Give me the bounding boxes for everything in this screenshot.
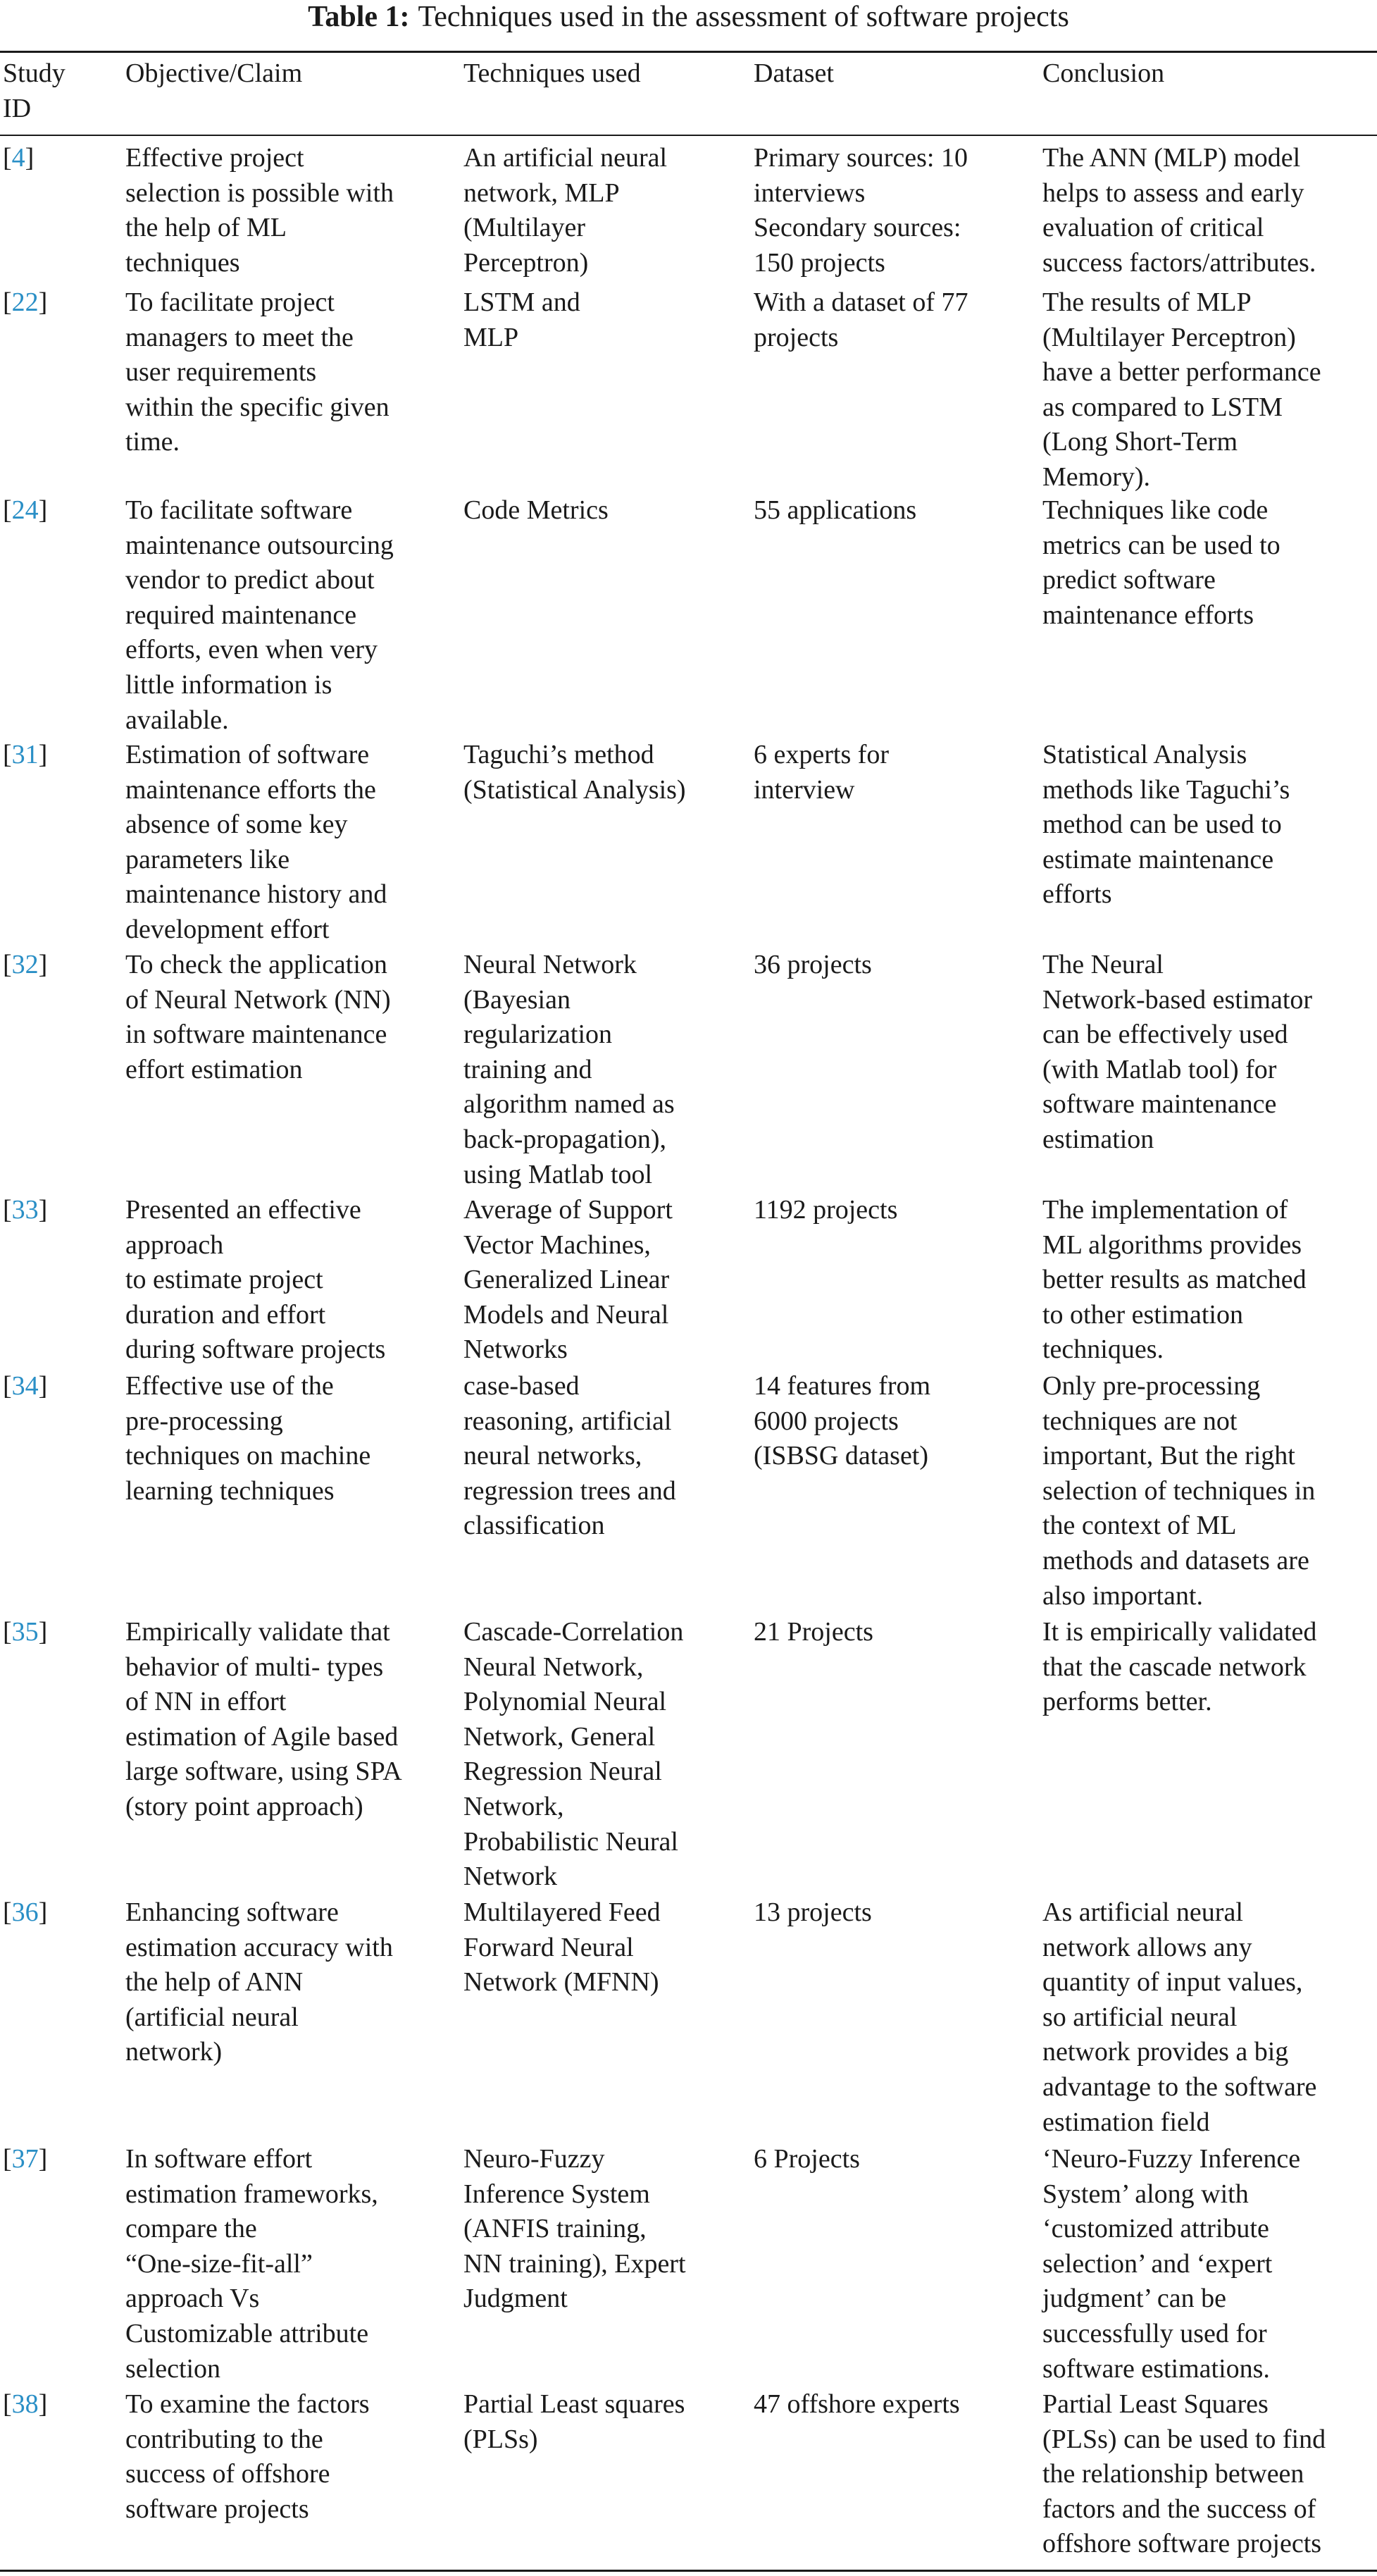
dataset-cell: 6 Projects — [754, 2144, 860, 2174]
techniques-cell: An artificial neural network, MLP (Multilayer Perceptron) — [463, 143, 668, 278]
objective-cell: To facilitate project managers to meet the user requirements within the specific given time. — [125, 287, 390, 457]
study-id-cell — [3, 1369, 116, 1404]
objective-cell: In software effort estimation frameworks, compare the “One-size-fit-all” approach Vs Customizable attribute selection — [125, 2144, 378, 2384]
conclusion-cell: Partial Least Squares (PLSs) can be used to find the relationship between factors and the success of offshore software projects — [1042, 2389, 1326, 2559]
dataset-cell: 6 experts for interview — [754, 740, 890, 805]
citation-link[interactable]: 36 — [11, 1897, 39, 1927]
conclusion-cell: The ANN (MLP) model helps to assess and early evaluation of critical success factors/attributes. — [1042, 143, 1316, 278]
dataset-cell: 55 applications — [754, 495, 917, 525]
header-techniques: Techniques used — [463, 58, 641, 88]
citation-link[interactable]: 4 — [11, 143, 25, 173]
bracket-close: ] — [38, 950, 48, 979]
conclusion-cell: Techniques like code metrics can be used to predict software maintenance efforts — [1042, 495, 1281, 630]
citation-link[interactable]: 35 — [11, 1617, 39, 1647]
objective-cell: Estimation of software maintenance efforts the absence of some key parameters like maintenance history and development effort — [125, 740, 387, 944]
dataset-cell: Primary sources: 10 interviews Secondary sources: 150 projects — [754, 143, 968, 278]
techniques-cell: Taguchi’s method (Statistical Analysis) — [463, 740, 686, 805]
bracket-close: ] — [38, 1195, 48, 1225]
conclusion-cell: The results of MLP (Multilayer Perceptron) have a better performance as compared to LSTM (Long Short-Term Memory). — [1042, 287, 1321, 492]
bracket-open: [ — [3, 2389, 12, 2419]
techniques-cell: Average of Support Vector Machines, Generalized Linear Models and Neural Networks — [463, 1195, 673, 1365]
bracket-open: [ — [3, 287, 12, 317]
techniques-cell: Code Metrics — [463, 495, 609, 525]
conclusion-cell: Only pre-processing techniques are not important, But the right selection of techniques in the context of ML methods and datasets are also important. — [1042, 1371, 1316, 1611]
table-caption — [0, 0, 1377, 42]
conclusion-cell: As artificial neural network allows any quantity of input values, so artificial neural network provides a big advantage to the software estimation field — [1042, 1897, 1317, 2137]
dataset-cell: 13 projects — [754, 1897, 872, 1927]
bracket-open: [ — [3, 740, 12, 769]
bracket-close: ] — [38, 1897, 48, 1927]
table-bottom-rule — [0, 2570, 1377, 2572]
dataset-cell: 1192 projects — [754, 1195, 898, 1225]
header-dataset: Dataset — [754, 58, 834, 88]
techniques-cell: Multilayered Feed Forward Neural Network (MFNN) — [463, 1897, 661, 1998]
table-caption-text: Techniques used in the assessment of software projects — [418, 1, 1069, 33]
table-header-rule — [0, 135, 1377, 136]
objective-cell: To examine the factors contributing to the success of offshore software projects — [125, 2389, 370, 2524]
objective-cell: Effective project selection is possible with the help of ML techniques — [125, 143, 394, 278]
objective-cell: Presented an effective approach to estimate project duration and effort during software projects — [125, 1195, 386, 1365]
bracket-close: ] — [38, 2389, 48, 2419]
objective-cell: Empirically validate that behavior of multi- types of NN in effort estimation of Agile based large software, using SPA (story point approach) — [125, 1617, 402, 1821]
bracket-open: [ — [3, 1371, 12, 1401]
study-id-cell — [3, 738, 116, 773]
table-caption-label: Table 1: — [308, 1, 410, 33]
bracket-open: [ — [3, 1897, 12, 1927]
study-id-cell — [3, 2387, 116, 2422]
conclusion-cell: It is empirically validated that the cascade network performs better. — [1042, 1617, 1317, 1717]
citation-link[interactable]: 31 — [11, 740, 39, 769]
conclusion-cell: Statistical Analysis methods like Taguchi’s method can be used to estimate maintenance efforts — [1042, 740, 1290, 910]
table-top-rule — [0, 51, 1377, 53]
citation-link[interactable]: 38 — [11, 2389, 39, 2419]
citation-link[interactable]: 32 — [11, 950, 39, 979]
bracket-close: ] — [38, 287, 48, 317]
study-id-cell — [3, 2142, 116, 2177]
techniques-cell: LSTM and MLP — [463, 287, 580, 352]
techniques-cell: Neuro-Fuzzy Inference System (ANFIS training, NN training), Expert Judgment — [463, 2144, 686, 2314]
citation-link[interactable]: 22 — [11, 287, 39, 317]
header-conclusion: Conclusion — [1042, 58, 1165, 88]
study-id-cell — [3, 948, 116, 983]
bracket-open: [ — [3, 495, 12, 525]
dataset-cell: 14 features from 6000 projects (ISBSG dataset) — [754, 1371, 931, 1471]
bracket-close: ] — [25, 143, 35, 173]
citation-link[interactable]: 37 — [11, 2144, 39, 2174]
header-study-id: Study ID — [3, 58, 66, 123]
citation-link[interactable]: 33 — [11, 1195, 39, 1225]
dataset-cell: 21 Projects — [754, 1617, 873, 1647]
citation-link[interactable]: 34 — [11, 1371, 39, 1401]
study-id-cell — [3, 1895, 116, 1931]
dataset-cell: With a dataset of 77 projects — [754, 287, 968, 352]
objective-cell: Effective use of the pre-processing techniques on machine learning techniques — [125, 1371, 371, 1506]
dataset-cell: 36 projects — [754, 950, 872, 979]
bracket-close: ] — [38, 1617, 48, 1647]
techniques-cell: Neural Network (Bayesian regularization training and algorithm named as back-propagation), using Matlab tool — [463, 950, 675, 1189]
study-id-cell — [3, 1615, 116, 1650]
bracket-close: ] — [38, 740, 48, 769]
bracket-close: ] — [38, 2144, 48, 2174]
study-id-cell — [3, 493, 116, 528]
bracket-open: [ — [3, 143, 12, 173]
bracket-open: [ — [3, 950, 12, 979]
conclusion-cell: The implementation of ML algorithms provides better results as matched to other estimation techniques. — [1042, 1195, 1307, 1365]
techniques-cell: Cascade-Correlation Neural Network, Polynomial Neural Network, General Regression Neural Network, Probabilistic Neural Network — [463, 1617, 684, 1892]
dataset-cell: 47 offshore experts — [754, 2389, 960, 2419]
bracket-open: [ — [3, 1617, 12, 1647]
header-objective: Objective/Claim — [125, 58, 303, 88]
objective-cell: Enhancing software estimation accuracy with the help of ANN (artificial neural network) — [125, 1897, 393, 2067]
techniques-cell: Partial Least squares (PLSs) — [463, 2389, 685, 2454]
bracket-open: [ — [3, 2144, 12, 2174]
conclusion-cell: ‘Neuro-Fuzzy Inference System’ along with ‘customized attribute selection’ and ‘expert judgment’ can be successfully used for software estimations. — [1042, 2144, 1301, 2384]
conclusion-cell: The Neural Network-based estimator can be effectively used (with Matlab tool) for software maintenance estimation — [1042, 950, 1313, 1154]
objective-cell: To facilitate software maintenance outsourcing vendor to predict about required maintenance efforts, even when very little information is available. — [125, 495, 394, 735]
objective-cell: To check the application of Neural Network (NN) in software maintenance effort estimation — [125, 950, 391, 1084]
citation-link[interactable]: 24 — [11, 495, 39, 525]
table-header — [0, 56, 1377, 134]
bracket-open: [ — [3, 1195, 12, 1225]
techniques-cell: case-based reasoning, artificial neural networks, regression trees and classification — [463, 1371, 676, 1541]
study-id-cell — [3, 285, 116, 321]
bracket-close: ] — [38, 495, 48, 525]
study-id-cell — [3, 1193, 116, 1228]
bracket-close: ] — [38, 1371, 48, 1401]
study-id-cell — [3, 141, 116, 176]
